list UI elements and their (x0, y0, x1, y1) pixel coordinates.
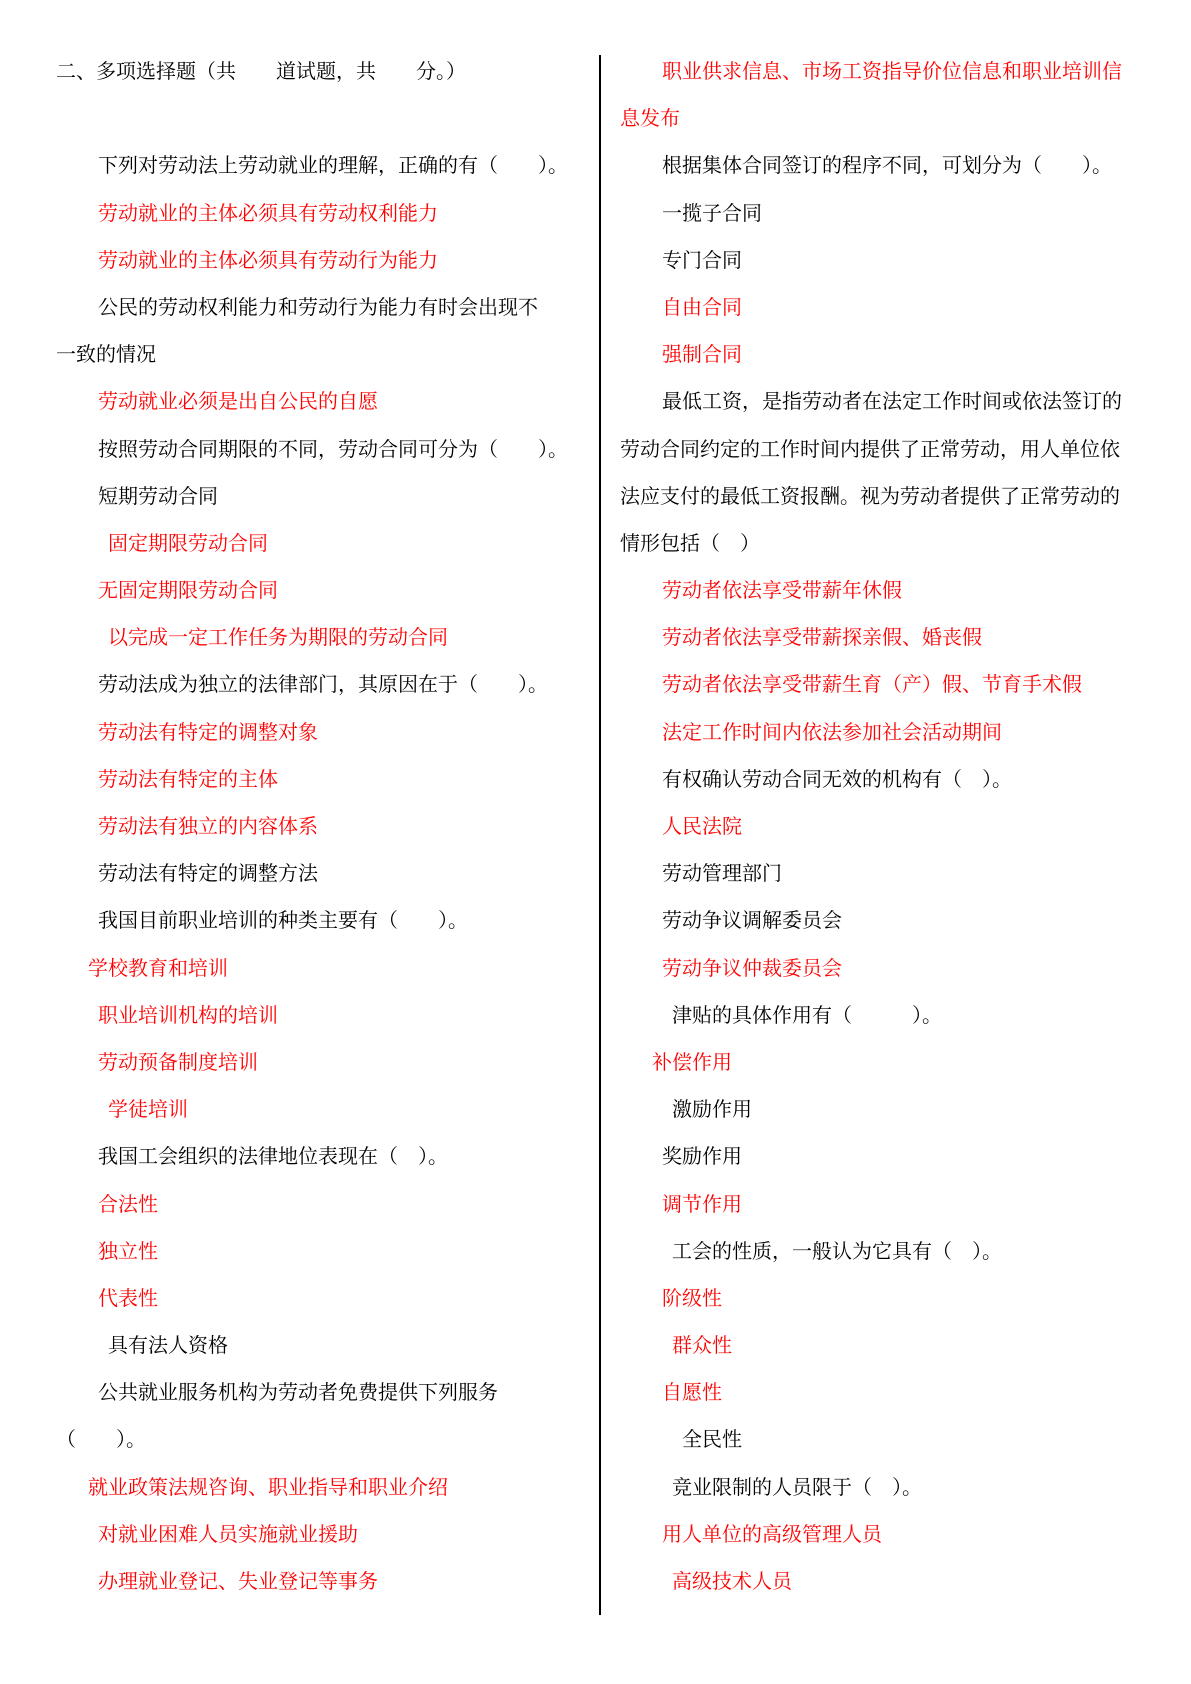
answer-option-line: 合法性 (98, 1191, 158, 1216)
answer-option-line: 劳动者依法享受带薪生育（产）假、节育手术假 (662, 672, 1082, 697)
right-column (620, 60, 1140, 1605)
answer-option-line: 就业政策法规咨询、职业指导和职业介绍 (88, 1474, 448, 1499)
question-text-line: 最低工资，是指劳动者在法定工作时间或依法签订的 (662, 389, 1122, 414)
answer-option-line: 办理就业登记、失业登记等事务 (98, 1569, 378, 1593)
answer-option-line: 劳动就业必须是出自公民的自愿 (98, 389, 378, 414)
question-text-line: 劳动管理部门 (662, 861, 782, 886)
question-text-line: 工会的性质，一般认为它具有（ ）。 (672, 1238, 1002, 1263)
answer-option-line: 对就业困难人员实施就业援助 (98, 1521, 358, 1546)
question-text-line: 津贴的具体作用有（ ）。 (672, 1002, 942, 1027)
left-column (56, 60, 604, 1605)
answer-option-line: 劳动预备制度培训 (98, 1049, 258, 1074)
question-text-line: 下列对劳动法上劳动就业的理解，正确的有（ ）。 (98, 153, 568, 178)
question-text-line: 按照劳动合同期限的不同，劳动合同可分为（ ）。 (98, 436, 568, 461)
question-text-line: 一揽子合同 (662, 200, 762, 225)
answer-option-line: 劳动法有特定的主体 (98, 766, 278, 791)
answer-option-line: 阶级性 (662, 1285, 722, 1310)
question-text-line: 法应支付的最低工资报酬。视为劳动者提供了正常劳动的 (620, 483, 1120, 508)
question-text-line: 我国工会组织的法律地位表现在（ ）。 (98, 1144, 448, 1169)
question-text-line: 我国目前职业培训的种类主要有（ ）。 (98, 908, 468, 933)
answer-option-line: 代表性 (98, 1285, 158, 1310)
answer-option-line: 职业供求信息、市场工资指导价位信息和职业培训信 (662, 59, 1122, 83)
answer-option-line: 自愿性 (662, 1380, 722, 1405)
question-text-line: （ ）。 (56, 1427, 146, 1452)
answer-option-line: 自由合同 (662, 294, 742, 319)
question-text-line: 劳动法有特定的调整方法 (98, 861, 318, 886)
question-text-line: 有权确认劳动合同无效的机构有（ ）。 (662, 766, 1012, 791)
question-text-line: 全民性 (682, 1427, 742, 1452)
answer-option-line: 劳动法有独立的内容体系 (98, 814, 318, 838)
section-title: 二、多项选择题（共 道试题，共 分。） (56, 59, 466, 83)
question-text-line: 情形包括（ ） (620, 530, 760, 555)
answer-option-line: 用人单位的高级管理人员 (662, 1521, 882, 1546)
question-text-line: 奖励作用 (662, 1144, 742, 1169)
question-text-line: 激励作用 (672, 1097, 752, 1122)
answer-option-line: 补偿作用 (652, 1049, 732, 1074)
question-text-line: 公共就业服务机构为劳动者免费提供下列服务 (98, 1380, 498, 1405)
answer-option-line: 劳动者依法享受带薪探亲假、婚丧假 (662, 625, 982, 650)
answer-option-line: 群众性 (672, 1333, 732, 1358)
question-text-line: 竞业限制的人员限于（ ）。 (672, 1474, 922, 1499)
question-text-line: 劳动合同约定的工作时间内提供了正常劳动，用人单位依 (620, 436, 1120, 461)
answer-option-line: 法定工作时间内依法参加社会活动期间 (662, 719, 1002, 744)
question-text-line: 公民的劳动权利能力和劳动行为能力有时会出现不 (98, 294, 538, 319)
answer-option-line: 调节作用 (662, 1191, 742, 1216)
answer-option-line: 劳动者依法享受带薪年休假 (662, 578, 902, 603)
question-text-line: 短期劳动合同 (98, 483, 218, 508)
answer-option-line: 职业培训机构的培训 (98, 1002, 278, 1027)
right-question-list (620, 48, 1140, 1605)
answer-option-line: 劳动就业的主体必须具有劳动行为能力 (98, 247, 438, 272)
answer-option-line: 无固定期限劳动合同 (98, 578, 278, 603)
answer-option-line: 固定期限劳动合同 (108, 530, 268, 555)
answer-option-line: 以完成一定工作任务为期限的劳动合同 (108, 625, 448, 650)
question-text-line: 具有法人资格 (108, 1333, 228, 1358)
question-text-line: 劳动争议调解委员会 (662, 908, 842, 933)
question-text-line: 根据集体合同签订的程序不同，可划分为（ ）。 (662, 153, 1112, 178)
answer-option-line: 学校教育和培训 (88, 955, 228, 980)
answer-option-line: 息发布 (620, 106, 680, 131)
answer-option-line: 人民法院 (662, 814, 742, 838)
answer-option-line: 高级技术人员 (672, 1569, 792, 1593)
answer-option-line: 强制合同 (662, 342, 742, 367)
answer-option-line: 劳动就业的主体必须具有劳动权利能力 (98, 200, 438, 225)
left-question-list (56, 142, 604, 1605)
question-text-line: 专门合同 (662, 247, 742, 272)
answer-option-line: 劳动法有特定的调整对象 (98, 719, 318, 744)
question-text-line: 一致的情况 (56, 342, 156, 367)
question-text-line: 劳动法成为独立的法律部门，其原因在于（ ）。 (98, 672, 548, 697)
answer-option-line: 劳动争议仲裁委员会 (662, 955, 842, 980)
answer-option-line: 学徒培训 (108, 1097, 188, 1122)
answer-option-line: 独立性 (98, 1238, 158, 1263)
blank-line (56, 95, 604, 142)
